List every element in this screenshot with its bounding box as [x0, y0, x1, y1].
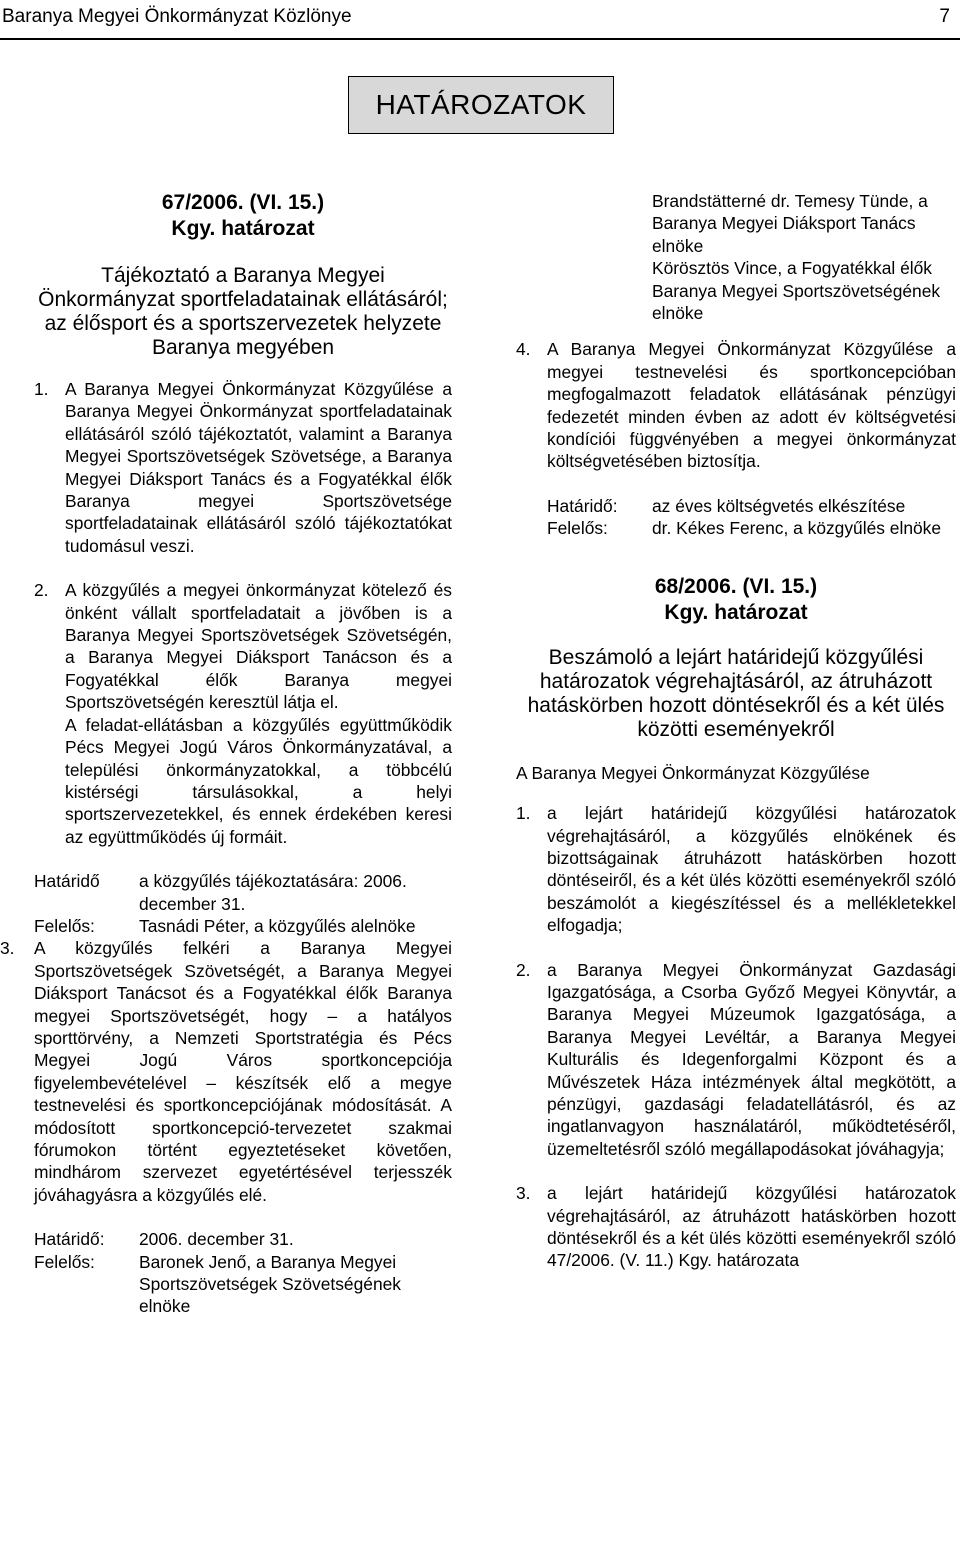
decision-type: Kgy. határozat — [171, 217, 315, 240]
deadline-label: Határidő — [34, 871, 100, 892]
decision-subject: Tájékoztató a Baranya Megyei Önkormányzat sportfeladatainak ellátásáról; az élősport és a sportszervezetek helyzete Baranya megyében — [38, 264, 448, 359]
responsible-row — [34, 915, 452, 937]
item-text: a Baranya Megyei Önkormányzat Gazdasági Igazgatósága, a Csorba Győző Megyei Könyvtár, a Baranya Megyei Múzeumok Igazgatósága, a Baranya Megyei Levéltár, a Baranya Megyei Kulturális és Idegenforgalmi Központ és a Művészetek Háza intézmények által megkötött, a pénzügyi, gazdasági feladatellátásról, és az ingatlanvagyon használatáról, működtetéséről, üzemeltetésről szóló megállapodásokat jóváhagyja; — [547, 959, 956, 1159]
decision-intro: A Baranya Megyei Önkormányzat Közgyűlése — [516, 762, 870, 783]
page-header — [0, 2, 960, 34]
item-number: 4. — [516, 339, 531, 360]
item-text: A Baranya Megyei Önkormányzat Közgyűlése a megyei testnevelési és sportkoncepcióban megfogalmazott feladatok ellátásának pénzügyi fedezetét minden évben az adott év költségvetési kondíciói függvényében a megyei önkormányzat költségvetésében biztosítja. — [547, 339, 956, 472]
responsible-value: dr. Kékes Ferenc, a közgyűlés elnöke — [652, 518, 942, 539]
page-number: 7 — [939, 6, 950, 27]
deadline-row — [516, 495, 956, 517]
responsible-label: Felelős: — [547, 518, 608, 539]
responsible-value: Tasnádi Péter, a közgyűlés alelnöke — [139, 915, 416, 936]
item-number: 2. — [516, 959, 531, 980]
item-text-continued: A feladat-ellátásban a közgyűlés együttműködik Pécs Megyei Jogú Város Önkormányzatával, a települési önkormányzatokkal, a többcélú kistérségi társulásokkal, a helyi sportszervezetekkel, és ennek érdekében keresi az együttműködés új formáit. — [65, 714, 452, 847]
decision-number: 68/2006. (VI. 15.) — [654, 574, 818, 598]
item-number: 3. — [0, 938, 15, 959]
responsible-continued: Körösztös Vince, a Fogyatékkal élők Baranya Megyei Sportszövetségének elnöke — [652, 258, 941, 324]
item-number: 2. — [34, 580, 49, 601]
left-column — [0, 190, 452, 1318]
list-item — [34, 579, 452, 848]
deadline-value: 2006. december 31. — [139, 1229, 294, 1250]
decision-number: 67/2006. (VI. 15.) — [161, 191, 325, 214]
responsible-label: Felelős: — [34, 1251, 95, 1272]
list-item — [516, 1182, 956, 1272]
deadline-value: a közgyűlés tájékoztatására: 2006. december 31. — [139, 871, 407, 914]
list-item — [516, 959, 956, 1161]
item-text: a lejárt határidejű közgyűlési határozatok végrehajtásáról, az átruházott hatáskörben hozott döntésekről és a két ülés közötti eseményekről szóló 47/2006. (V. 11.) Kgy. határozata — [547, 1183, 956, 1271]
responsible-label: Felelős: — [34, 915, 95, 936]
deadline-row — [34, 1228, 452, 1250]
deadline-label: Határidő: — [547, 495, 618, 516]
responsible-row — [34, 1251, 452, 1318]
list-item — [0, 937, 452, 1206]
deadline-value: az éves költségvetés elkészítése — [652, 495, 906, 516]
responsible-value: Baronek Jenő, a Baranya Megyei Sportszövetségek Szövetségének elnöke — [139, 1251, 401, 1317]
list-item — [516, 338, 956, 472]
item-text: A közgyűlés felkéri a Baranya Megyei Sportszövetségek Szövetségét, a Baranya Megyei Diáksport Tanácsot és a Fogyatékkal élők Baranya megyei Sportszövetségét, hogy – a hatályos sporttörvény, a Nemzeti Sportstratégia és Pécs Megyei Jogú Város sportkoncepciója figyelembevételével – készítsék elő a megye testnevelési és sportkoncepciójának módosítását. A módosított sportkoncepció-tervezetet szakmai fórumokon történt egyeztetéseket követően, mindhárom szervezet egyetértésével terjesszék jóváhagyásra a közgyűlés elé. — [34, 938, 452, 1205]
deadline-row — [34, 870, 452, 915]
decision-type: Kgy. határozat — [664, 600, 808, 624]
deadline-label: Határidő: — [34, 1229, 105, 1250]
responsible-row — [516, 517, 956, 539]
item-text: A közgyűlés a megyei önkormányzat kötelező és önként vállalt sportfeladatait a jövőben is a Baranya Megyei Sportszövetségek Szövetségén, a Baranya Megyei Diáksport Tanácson és a Fogyatékkal élők Baranya megyei Sportszövetségén keresztül látja el. — [65, 580, 452, 713]
right-column — [516, 190, 956, 1272]
item-number: 3. — [516, 1183, 531, 1204]
gazette-title: Baranya Megyei Önkormányzat Közlönye — [2, 6, 352, 27]
list-item — [516, 802, 956, 936]
item-number: 1. — [516, 803, 531, 824]
item-text: a lejárt határidejű közgyűlési határozatok végrehajtásáról, a közgyűlés elnökének és bizottságainak átruházott hatáskörben hozott döntéseiről, és a két ülés közötti eseményekről szóló beszámolót a kiegészítéssel és a mellékletekkel elfogadja; — [547, 803, 956, 936]
header-divider — [0, 38, 960, 40]
item-number: 1. — [34, 379, 49, 399]
decision-subject: Beszámoló a lejárt határidejű közgyűlési határozatok végrehajtásáról, az átruházott hatáskörben hozott döntésekről és a két ülés közötti eseményekről — [527, 645, 945, 741]
item-text: A Baranya Megyei Önkormányzat Közgyűlése a Baranya Megyei Önkormányzat sportfeladatainak ellátásáról szóló tájékoztatót, valamint a Baranya Megyei Sportszövetségek Szövetsége, a Baranya Megyei Diáksport Tanács és a Fogyatékkal élők Baranya megyei Sportszövetsége sportfeladatainak ellátásáról szóló tájékoztatókat tudomásul veszi. — [65, 379, 452, 556]
section-title: HATÁROZATOK — [348, 76, 614, 134]
responsible-continued: Brandstätterné dr. Temesy Tünde, a Baranya Megyei Diáksport Tanács elnöke — [652, 191, 928, 256]
list-item — [34, 378, 452, 557]
